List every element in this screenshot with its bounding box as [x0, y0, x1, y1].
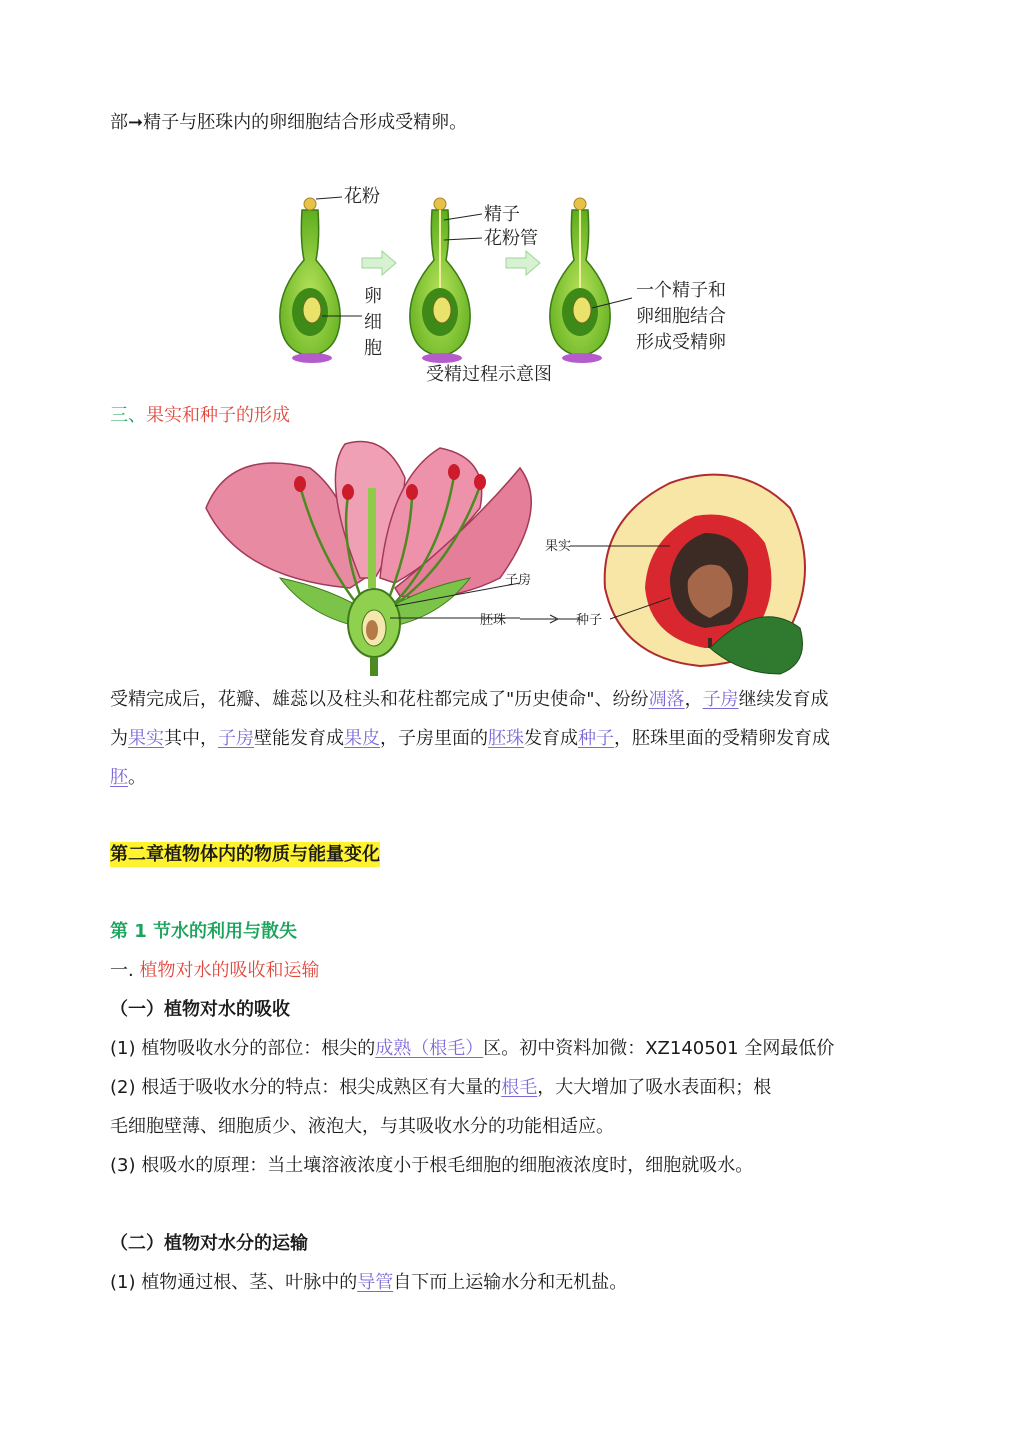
- part1-title: 植物对水的吸收和运输: [139, 960, 320, 981]
- term-link-ovary[interactable]: 子房: [702, 689, 739, 710]
- arrow-right-icon: [506, 251, 540, 275]
- ovule: [366, 620, 378, 640]
- item-2: [110, 1076, 771, 1100]
- figure-caption: 受精过程示意图: [426, 364, 552, 385]
- item-text: 区。初中资料加微：XZ140501 全网最低价: [483, 1038, 835, 1059]
- section3-title: 果实和种子的形成: [146, 405, 290, 426]
- label-egg-1: 卵: [364, 286, 382, 307]
- paragraph-text: ，: [684, 689, 703, 710]
- label-seed: 种子: [576, 613, 603, 628]
- term-link-ovule[interactable]: 胚珠: [488, 728, 524, 749]
- term-link-ovary[interactable]: 子房: [218, 728, 254, 749]
- pistil-stage-3: [550, 198, 610, 363]
- item-text: (1) 植物通过根、茎、叶脉中的: [110, 1272, 358, 1293]
- term-link-fruit[interactable]: 果实: [128, 728, 164, 749]
- chapter2-title: [110, 843, 380, 867]
- arrow-right-icon: [362, 251, 396, 275]
- item-text: (2) 根适于吸收水分的特点：根尖成熟区有大量的: [110, 1077, 502, 1098]
- term-link-wither[interactable]: 凋落: [648, 689, 685, 710]
- pistil-stage-1: [280, 198, 340, 363]
- paragraph-text: ，子房里面的: [380, 728, 488, 749]
- label-result-1: 一个精子和: [636, 280, 726, 301]
- label-ovary: 子房: [505, 573, 532, 588]
- label-ovule: 胚珠: [480, 613, 507, 628]
- section3-heading: [110, 404, 290, 428]
- sub2-heading: （二）植物对水分的运输: [110, 1233, 308, 1254]
- paragraph-text: 壁能发育成: [254, 728, 344, 749]
- paragraph-line-2: [110, 727, 830, 751]
- intro-prefix: 部: [110, 112, 128, 133]
- item-text: 自下而上运输水分和无机盐。: [393, 1272, 628, 1293]
- term-link-embryo[interactable]: 胚: [110, 767, 128, 788]
- paragraph-text: 受精完成后，花瓣、雄蕊以及柱头和花柱都完成了"历史使命"、纷纷: [110, 689, 649, 710]
- label-pollen: 花粉: [344, 186, 380, 207]
- term-link-root-hair[interactable]: 根毛: [501, 1077, 538, 1098]
- label-egg-2: 细: [364, 312, 382, 333]
- label-sperm: 精子: [484, 204, 520, 225]
- arrow-icon: ➞: [128, 112, 144, 133]
- section3-prefix: 三、: [110, 405, 146, 426]
- pistil-stage-2: [410, 198, 470, 363]
- label-fruit: 果实: [545, 539, 572, 554]
- label-result-3: 形成受精卵: [636, 332, 726, 353]
- label-result-2: 卵细胞结合: [636, 306, 726, 327]
- term-link-seed[interactable]: 种子: [578, 728, 614, 749]
- intro-line: [110, 111, 467, 135]
- paragraph-text: 为: [110, 728, 128, 749]
- term-link-mature-zone[interactable]: 成熟（根毛）: [375, 1038, 484, 1059]
- part1-prefix: 一.: [110, 960, 134, 981]
- paragraph-text: 继续发育成: [738, 689, 829, 710]
- paragraph-line-1: [110, 688, 829, 712]
- fertilization-diagram: [270, 180, 760, 390]
- section1-title: 第 1 节水的利用与散失: [110, 921, 298, 942]
- chapter2-title-text: 第二章植物体内的物质与能量变化: [110, 844, 380, 865]
- item-2-cont: 毛细胞壁薄、细胞质少、液泡大，与其吸收水分的功能相适应。: [110, 1116, 614, 1137]
- item-4: [110, 1271, 627, 1295]
- paragraph-text: 其中，: [164, 728, 218, 749]
- flower-fruit-diagram: [200, 438, 820, 676]
- intro-text: 精子与胚珠内的卵细胞结合形成受精卵。: [143, 112, 468, 133]
- part1-heading: [110, 959, 319, 983]
- sub1-heading: （一）植物对水的吸收: [110, 999, 290, 1020]
- item-3: (3) 根吸水的原理：当土壤溶液浓度小于根毛细胞的细胞液浓度时，细胞就吸水。: [110, 1155, 754, 1176]
- item-text: (1) 植物吸收水分的部位：根尖的: [110, 1038, 376, 1059]
- label-egg-3: 胞: [364, 338, 382, 359]
- term-link-pericarp[interactable]: 果皮: [344, 728, 380, 749]
- arrow-icon: [520, 615, 558, 623]
- paragraph-text: ，胚珠里面的受精卵发育成: [614, 728, 830, 749]
- paragraph-text: 。: [128, 767, 146, 788]
- item-text: ，大大增加了吸水表面积；根: [537, 1077, 772, 1098]
- paragraph-text: 发育成: [524, 728, 578, 749]
- term-link-vessel[interactable]: 导管: [357, 1272, 394, 1293]
- item-1: [110, 1037, 834, 1061]
- label-pollen-tube: 花粉管: [484, 228, 538, 249]
- paragraph-line-3: [110, 766, 146, 790]
